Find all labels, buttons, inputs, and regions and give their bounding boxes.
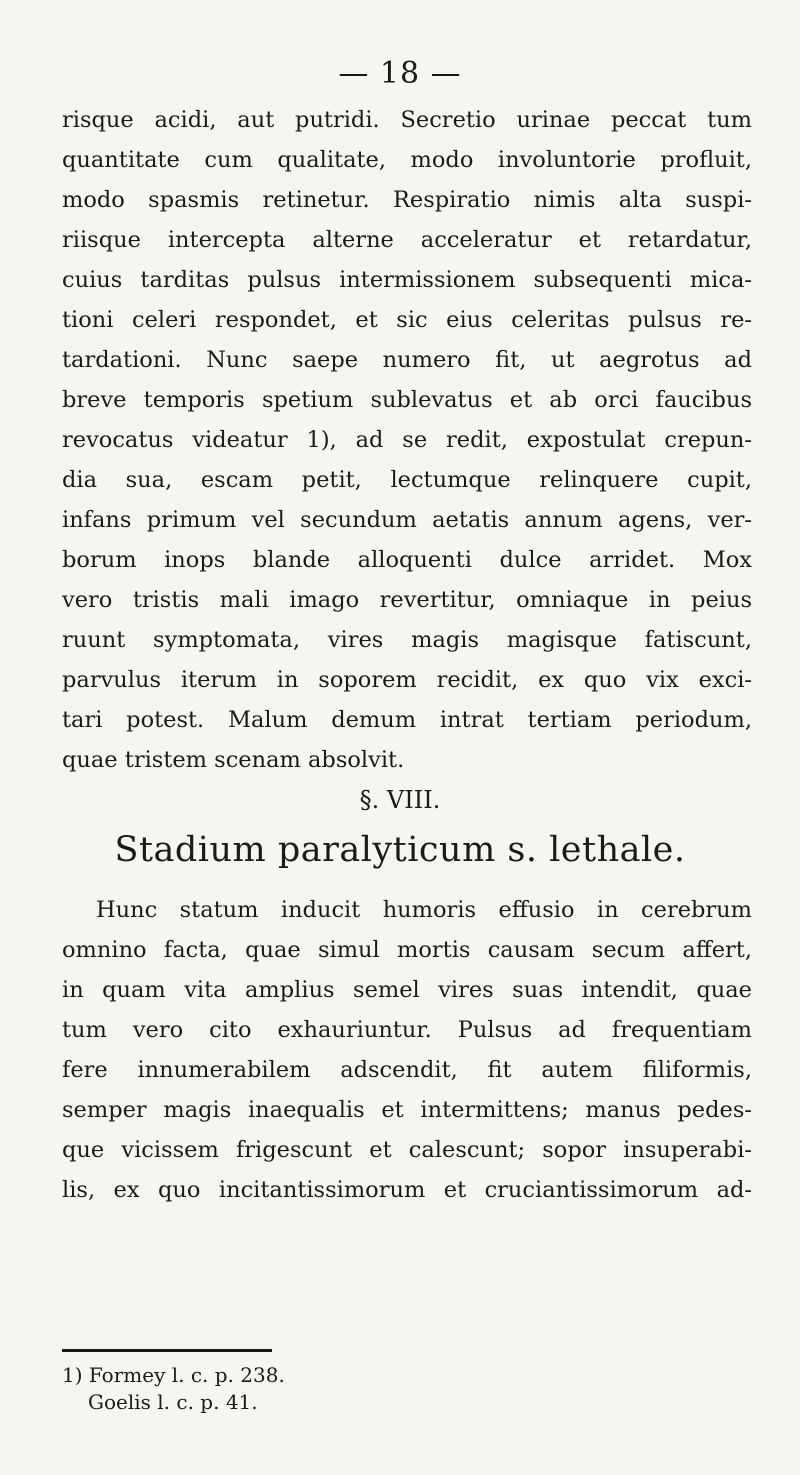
footnotes xyxy=(62,1362,562,1416)
page-number: — 18 — xyxy=(338,56,462,91)
text-line: que vicissem frigescunt et calescunt; sopor insuperabi- xyxy=(62,1137,752,1163)
text-line: dia sua, escam petit, lectumque relinquere cupit, xyxy=(62,467,752,493)
text-line: revocatus videatur 1), ad se redit, expostulat crepun- xyxy=(62,427,752,453)
text-line: breve temporis spetium sublevatus et ab orci faucibus xyxy=(62,387,752,413)
text-line: tari potest. Malum demum intrat tertiam periodum, xyxy=(62,707,752,733)
text-line: quantitate cum qualitate, modo involuntorie profluit, xyxy=(62,147,752,173)
footnote-line: Goelis l. c. p. 41. xyxy=(88,1390,258,1414)
text-line: riisque intercepta alterne acceleratur et retardatur, xyxy=(62,227,752,253)
footnote-line: 1) Formey l. c. p. 238. xyxy=(62,1363,285,1387)
text-line: semper magis inaequalis et intermittens; manus pedes- xyxy=(62,1097,752,1123)
text-line: cuius tarditas pulsus intermissionem subsequenti mica- xyxy=(62,267,752,293)
paragraph-1 xyxy=(62,100,752,780)
text-line: tioni celeri respondet, et sic eius celeritas pulsus re- xyxy=(62,307,752,333)
text-line: borum inops blande alloquenti dulce arridet. Mox xyxy=(62,547,752,573)
section-title: Stadium paralyticum s. lethale. xyxy=(114,830,686,870)
text-line: omnino facta, quae simul mortis causam secum affert, xyxy=(62,937,752,963)
text-line: ruunt symptomata, vires magis magisque fatiscunt, xyxy=(62,627,752,653)
text-line: in quam vita amplius semel vires suas intendit, quae xyxy=(62,977,752,1003)
text-line: quae tristem scenam absolvit. xyxy=(62,747,405,773)
text-line: parvulus iterum in soporem recidit, ex quo vix exci- xyxy=(62,667,752,693)
text-line: infans primum vel secundum aetatis annum agens, ver- xyxy=(62,507,752,533)
text-line: lis, ex quo incitantissimorum et cruciantissimorum ad- xyxy=(62,1177,752,1203)
text-line: Hunc statum inducit humoris effusio in cerebrum xyxy=(96,897,752,923)
text-line: risque acidi, aut putridi. Secretio urinae peccat tum xyxy=(62,107,752,133)
footnote-divider xyxy=(62,1349,272,1352)
section-number: §. VIII. xyxy=(359,786,441,814)
text-line: modo spasmis retinetur. Respiratio nimis alta suspi- xyxy=(62,187,752,213)
text-line: tardationi. Nunc saepe numero fit, ut aegrotus ad xyxy=(62,347,752,373)
text-line: tum vero cito exhauriuntur. Pulsus ad frequentiam xyxy=(62,1017,752,1043)
paragraph-2 xyxy=(62,890,752,1210)
text-line: vero tristis mali imago revertitur, omniaque in peius xyxy=(62,587,752,613)
text-line: fere innumerabilem adscendit, fit autem filiformis, xyxy=(62,1057,752,1083)
